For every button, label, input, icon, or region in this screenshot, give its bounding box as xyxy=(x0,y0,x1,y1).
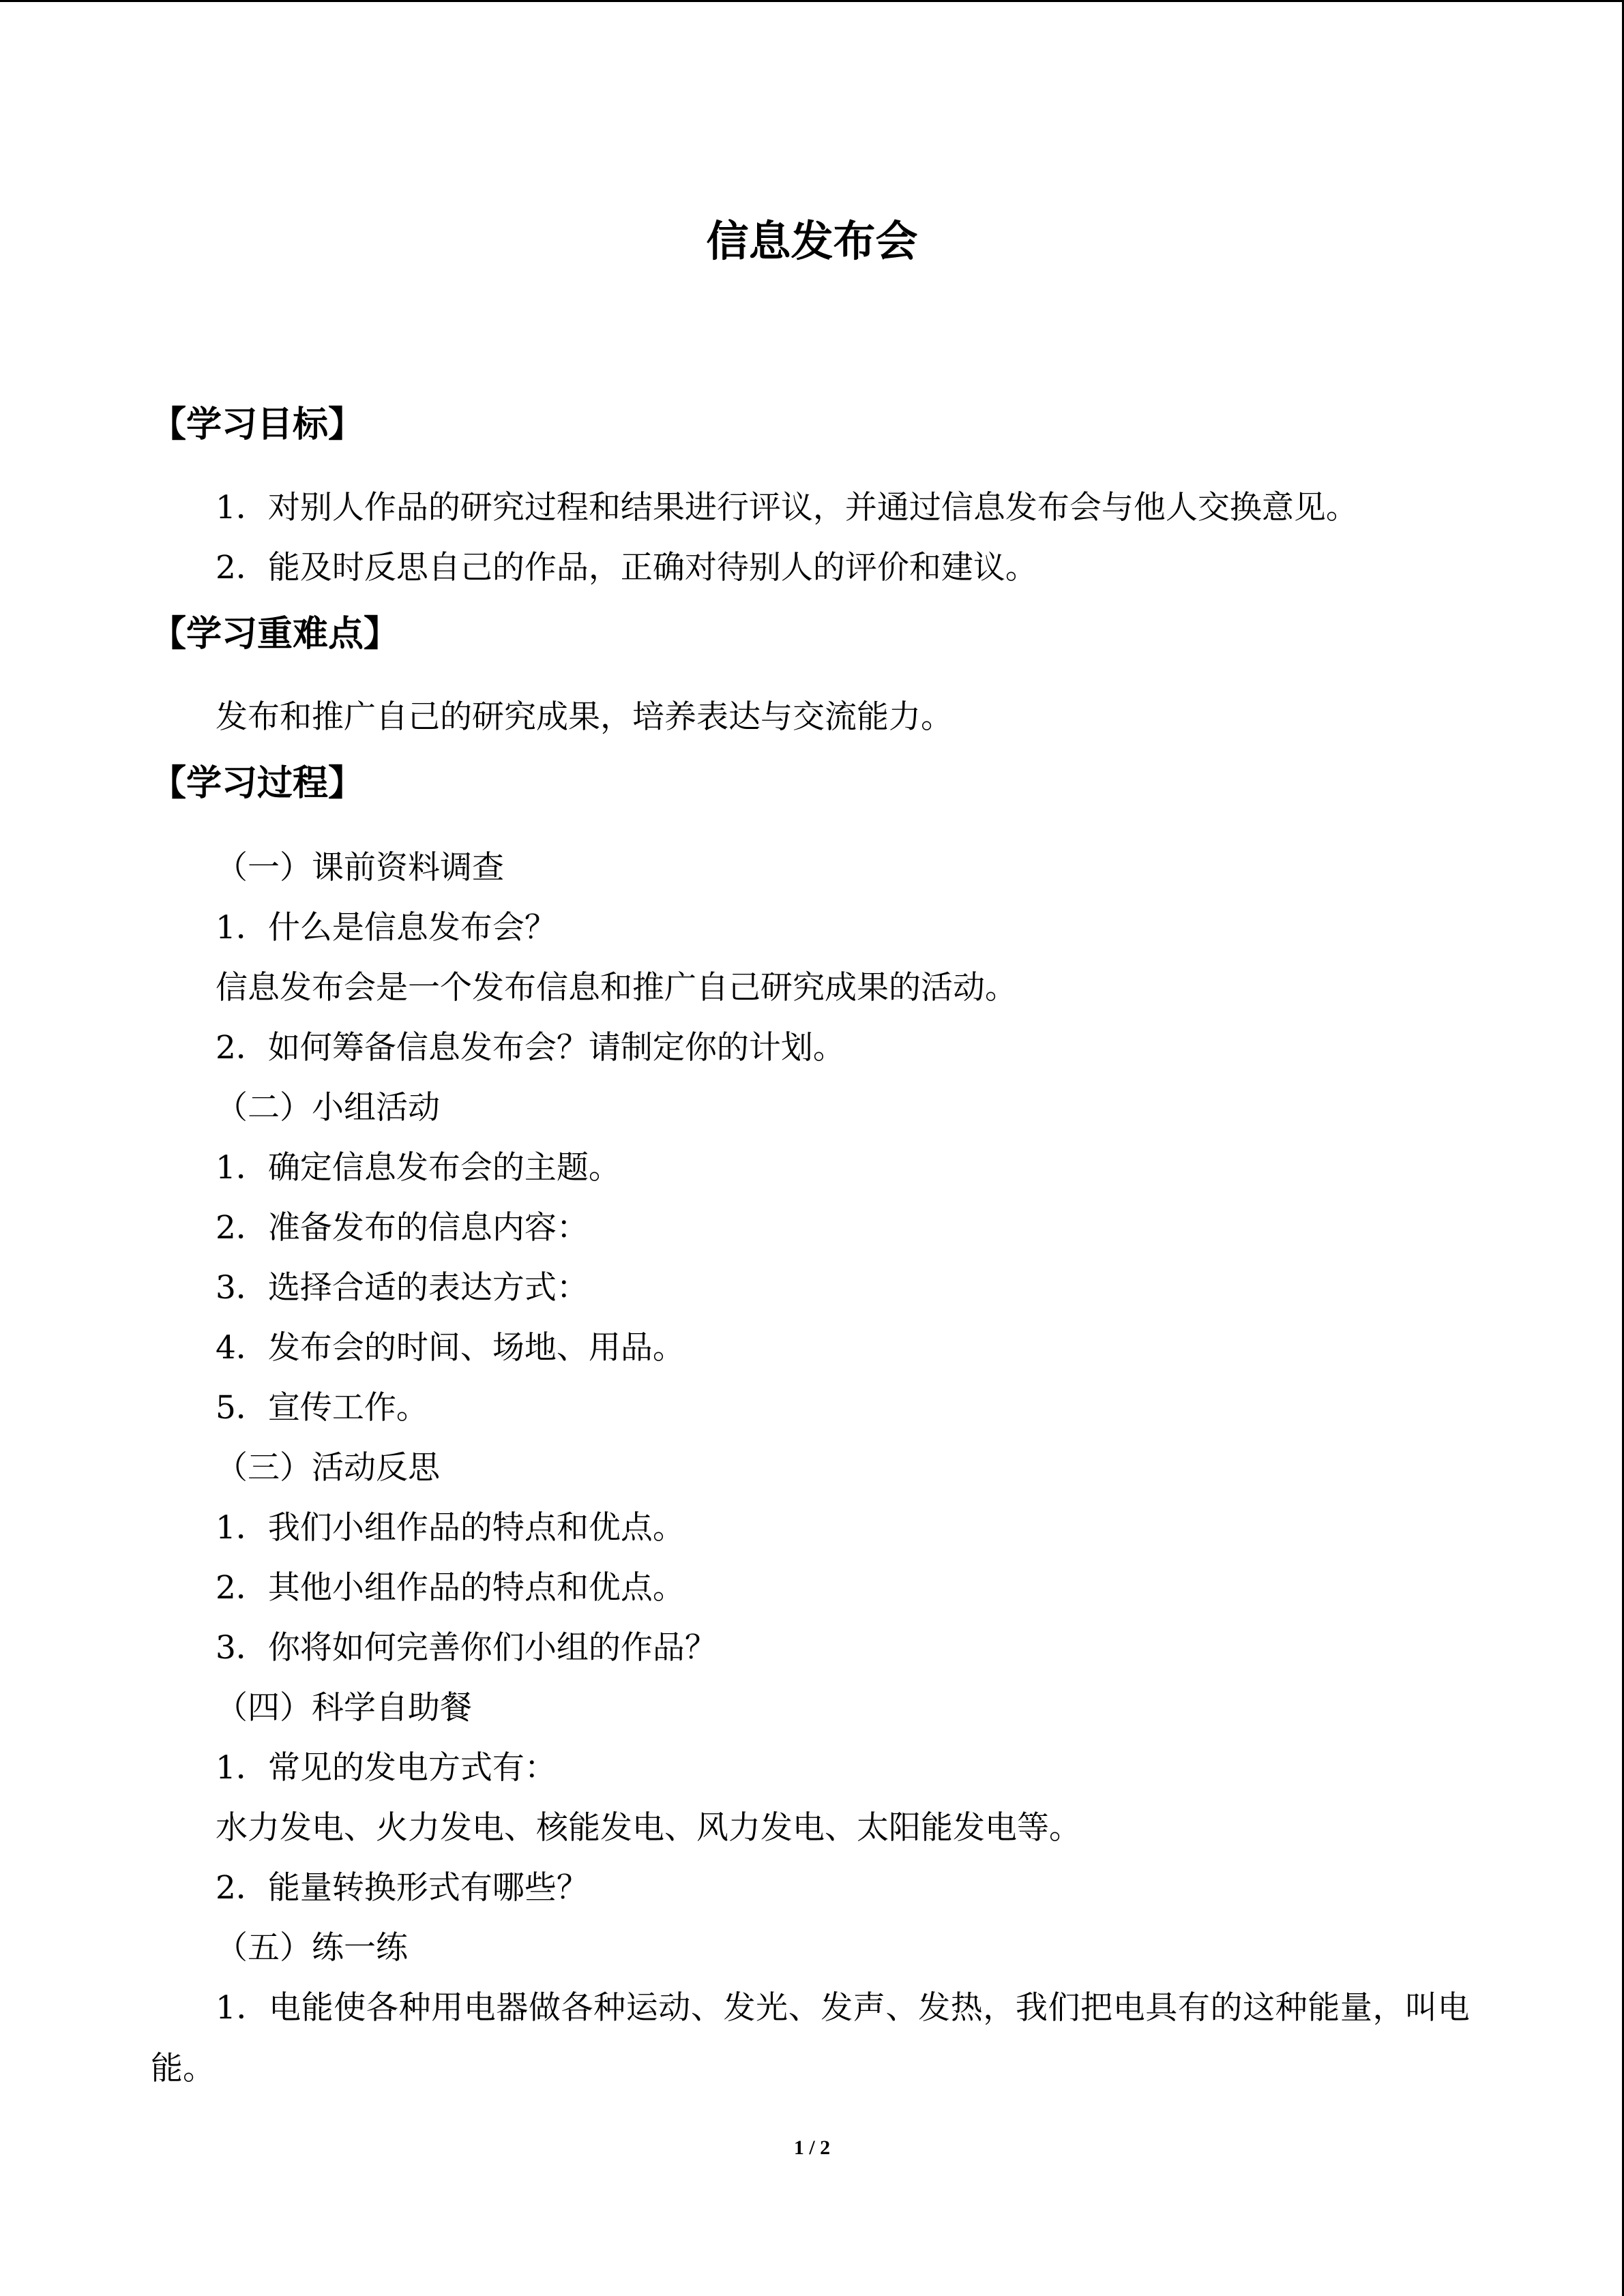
page-border-top xyxy=(0,0,1624,2)
subsection-heading: （三）活动反思 xyxy=(216,1449,440,1487)
subsection-heading: （五）练一练 xyxy=(216,1929,408,1967)
page-title: 信息发布会 xyxy=(706,216,918,266)
subsection-heading: （二）小组活动 xyxy=(216,1089,440,1127)
process-line: 信息发布会是一个发布信息和推广自己研究成果的活动。 xyxy=(216,969,1017,1007)
process-line: 1．确定信息发布会的主题。 xyxy=(216,1149,621,1187)
process-line: 3．选择合适的表达方式： xyxy=(216,1269,589,1307)
process-line: 5．宣传工作。 xyxy=(216,1389,428,1427)
section-heading-key-points: 【学习重难点】 xyxy=(151,614,400,655)
key-points-text: 发布和推广自己的研究成果，培养表达与交流能力。 xyxy=(216,698,953,736)
section-heading-goals: 【学习目标】 xyxy=(151,404,364,445)
process-line: 1．电能使各种用电器做各种运动、发光、发声、发热，我们把电具有的这种能量，叫电 xyxy=(216,1989,1471,2027)
process-line: 1．什么是信息发布会？ xyxy=(216,909,557,946)
process-line: 1．我们小组作品的特点和优点。 xyxy=(216,1509,685,1547)
process-line: 4．发布会的时间、场地、用品。 xyxy=(216,1329,685,1367)
goal-item: 1．对别人作品的研究过程和结果进行评议，并通过信息发布会与他人交换意见。 xyxy=(216,489,1358,526)
process-line: 2．准备发布的信息内容： xyxy=(216,1209,589,1247)
page-number: 1 / 2 xyxy=(793,2136,831,2159)
process-line: 2．其他小组作品的特点和优点。 xyxy=(216,1569,685,1607)
goal-item: 2．能及时反思自己的作品，正确对待别人的评价和建议。 xyxy=(216,549,1037,586)
process-line-continued: 能。 xyxy=(151,2050,215,2087)
section-heading-process: 【学习过程】 xyxy=(151,763,364,804)
process-line: 水力发电、火力发电、核能发电、风力发电、太阳能发电等。 xyxy=(216,1809,1081,1847)
process-line: 2．能量转换形式有哪些？ xyxy=(216,1869,589,1907)
process-line: 1．常见的发电方式有： xyxy=(216,1749,557,1787)
process-line: 2．如何筹备信息发布会？请制定你的计划。 xyxy=(216,1029,845,1067)
subsection-heading: （一）课前资料调查 xyxy=(216,849,504,886)
subsection-heading: （四）科学自助餐 xyxy=(216,1689,472,1727)
process-line: 3．你将如何完善你们小组的作品？ xyxy=(216,1629,717,1667)
